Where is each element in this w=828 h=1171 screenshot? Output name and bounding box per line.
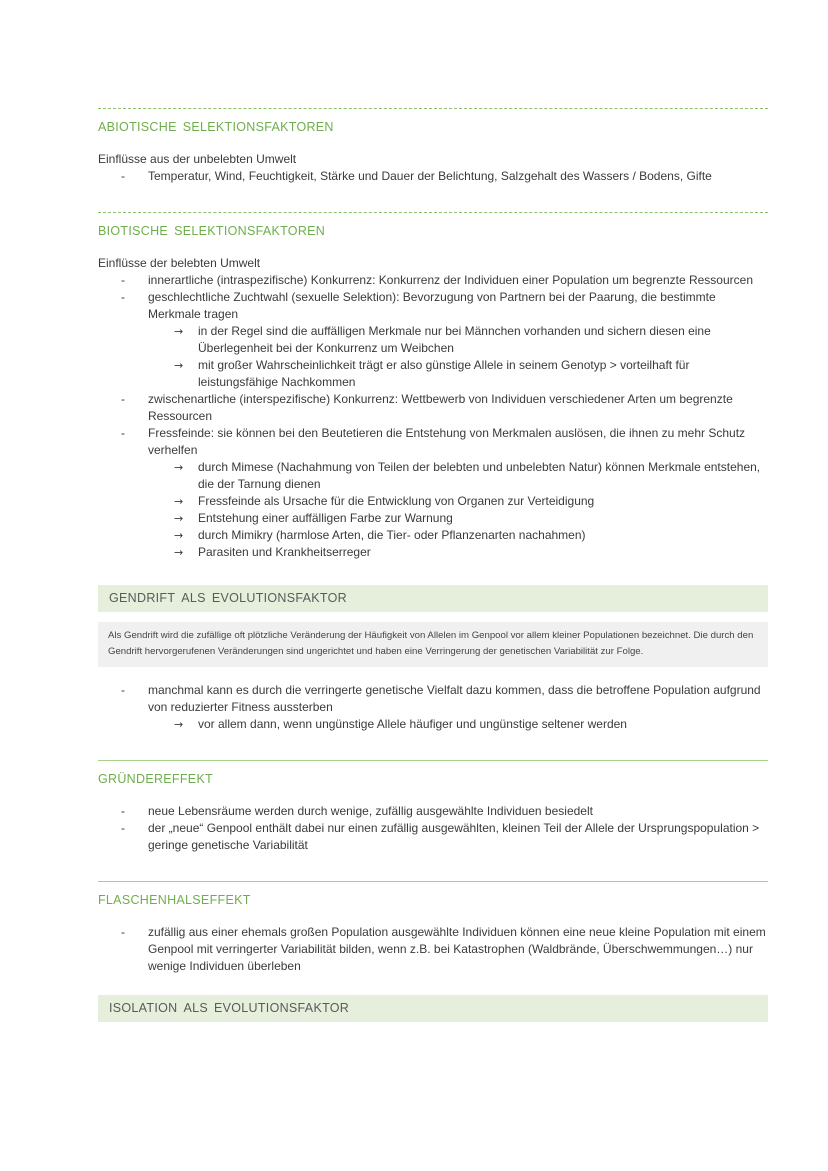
dash-bullet: - <box>121 169 125 183</box>
list-item: - zwischenartliche (interspezifische) Konkurrenz: Wettbewerb von Individuen verschiedener Arten um begrenzte Ressourcen <box>121 392 733 423</box>
dash-bullet: - <box>121 821 125 835</box>
heading-biotic: BIOTISCHE SELEKTIONSFAKTOREN <box>98 224 326 238</box>
sublist <box>148 459 768 561</box>
dash-bullet: - <box>121 273 125 287</box>
heading-founder: GRÜNDEREFFEKT <box>98 772 214 786</box>
section-biotic <box>98 212 768 561</box>
list-gendrift <box>98 682 768 733</box>
section-abiotic <box>98 108 768 185</box>
arrow-right-icon: → <box>174 546 184 559</box>
section-bottleneck <box>98 881 768 975</box>
intro-abiotic: Einflüsse aus der unbelebten Umwelt <box>98 152 297 166</box>
dash-bullet: - <box>121 426 125 440</box>
list-item: - geschlechtliche Zuchtwahl (sexuelle Selektion): Bevorzugung von Partnern bei der Paarung, die bestimmte Merkmale tragen → in der Regel sind die auffälligen Merkmale nur bei Männchen vorhanden und sichern diesen eine Überlegenheit bei der Konkurrenz um Weibchen → mit großer Wahrscheinlichkeit trägt er also günstige Allele in seinem Genotyp > vorteilhaft für leistungsfähige Nachkommen <box>98 289 768 391</box>
arrow-right-icon: → <box>174 529 184 542</box>
section-gendrift <box>98 585 768 733</box>
dash-bullet: - <box>121 290 125 304</box>
sub-item: → Entstehung einer auffälligen Farbe zur Warnung <box>174 511 453 525</box>
arrow-right-icon: → <box>174 359 184 372</box>
sub-item: → Parasiten und Krankheitserreger <box>174 545 371 559</box>
dash-bullet: - <box>121 804 125 818</box>
list-item: - Temperatur, Wind, Feuchtigkeit, Stärke und Dauer der Belichtung, Salzgehalt des Wassers / Bodens, Gifte <box>121 169 712 183</box>
list-bottleneck <box>98 924 768 975</box>
intro-biotic: Einflüsse der belebten Umwelt <box>98 256 261 270</box>
list-founder <box>98 803 768 854</box>
list-biotic <box>98 272 768 561</box>
dash-bullet: - <box>121 683 125 697</box>
section-isolation <box>98 995 768 1022</box>
list-item: - neue Lebensräume werden durch wenige, zufällig ausgewählte Individuen besiedelt <box>121 804 593 818</box>
section-founder <box>98 760 768 854</box>
list-item: - manchmal kann es durch die verringerte genetische Vielfalt dazu kommen, dass die betroffene Population aufgrund von reduzierter Fitness aussterben → vor allem dann, wenn ungünstige Allele häufiger und ungünstige seltener werden <box>98 682 768 733</box>
heading-abiotic: ABIOTISCHE SELEKTIONSFAKTOREN <box>98 120 334 134</box>
dash-bullet: - <box>121 925 125 939</box>
sublist <box>148 323 768 391</box>
list-item: - zufällig aus einer ehemals großen Population ausgewählte Individuen können eine neue kleine Population mit einem Genpool mit verringerter Variabilität bilden, wenn z.B. bei Katastrophen (Waldbrände, Überschwemmungen…) nur wenige Individuen überleben <box>121 925 766 973</box>
sub-item: → mit großer Wahrscheinlichkeit trägt er also günstige Allele in seinem Genotyp > vorteilhaft für leistungsfähige Nachkommen <box>174 358 690 389</box>
sub-item: → in der Regel sind die auffälligen Merkmale nur bei Männchen vorhanden und sichern diesen eine Überlegenheit bei der Konkurrenz um Weibchen <box>174 324 711 355</box>
list-abiotic <box>98 168 768 185</box>
sub-item: → Fressfeinde als Ursache für die Entwicklung von Organen zur Verteidigung <box>174 494 595 508</box>
heading-isolation: ISOLATION ALS EVOLUTIONSFAKTOR <box>98 995 768 1022</box>
heading-gendrift: GENDRIFT ALS EVOLUTIONSFAKTOR <box>98 585 768 612</box>
sub-item: → durch Mimikry (harmlose Arten, die Tier- oder Pflanzenarten nachahmen) <box>174 528 586 542</box>
sub-item: → vor allem dann, wenn ungünstige Allele häufiger und ungünstige seltener werden <box>174 717 627 731</box>
definition-box: Als Gendrift wird die zufällige oft plötzliche Veränderung der Häufigkeit von Allelen im Genpool vor allem kleiner Populationen bezeichnet. Die durch den Gendrift hervorgerufenen Veränderungen sind ungerichtet und haben eine Verringerung der genetischen Variabilität zur Folge. <box>98 622 768 667</box>
heading-bottleneck: FLASCHENHALSEFFEKT <box>98 893 251 907</box>
dash-bullet: - <box>121 392 125 406</box>
arrow-right-icon: → <box>174 325 184 338</box>
list-item: - der „neue“ Genpool enthält dabei nur einen zufällig ausgewählten, kleinen Teil der Allele der Ursprungspopulation > geringe genetische Variabilität <box>121 821 760 852</box>
sublist <box>148 716 768 733</box>
document-page <box>98 108 768 1022</box>
arrow-right-icon: → <box>174 461 184 474</box>
sub-item: → durch Mimese (Nachahmung von Teilen der belebten und unbelebten Natur) können Merkmale entstehen, die der Tarnung dienen <box>174 460 761 491</box>
arrow-right-icon: → <box>174 512 184 525</box>
list-item: - innerartliche (intraspezifische) Konkurrenz: Konkurrenz der Individuen einer Population um begrenzte Ressourcen <box>121 273 753 287</box>
list-item: - Fressfeinde: sie können bei den Beutetieren die Entstehung von Merkmalen auslösen, die ihnen zu mehr Schutz verhelfen → durch Mimese (Nachahmung von Teilen der belebten und unbelebten Natur) können Merkmale entstehen, die der Tarnung dienen → Fressfeinde als Ursache für die Entwicklung von Organen zur Verteidigung → Entstehung einer auffälligen Farbe zur Warnung → durch Mimikry (harmlose Arten, die Tier- oder Pflanzenarten nachahmen) → Parasiten und Krankheitserreger <box>98 425 768 561</box>
arrow-right-icon: → <box>174 495 184 508</box>
arrow-right-icon: → <box>174 718 184 731</box>
